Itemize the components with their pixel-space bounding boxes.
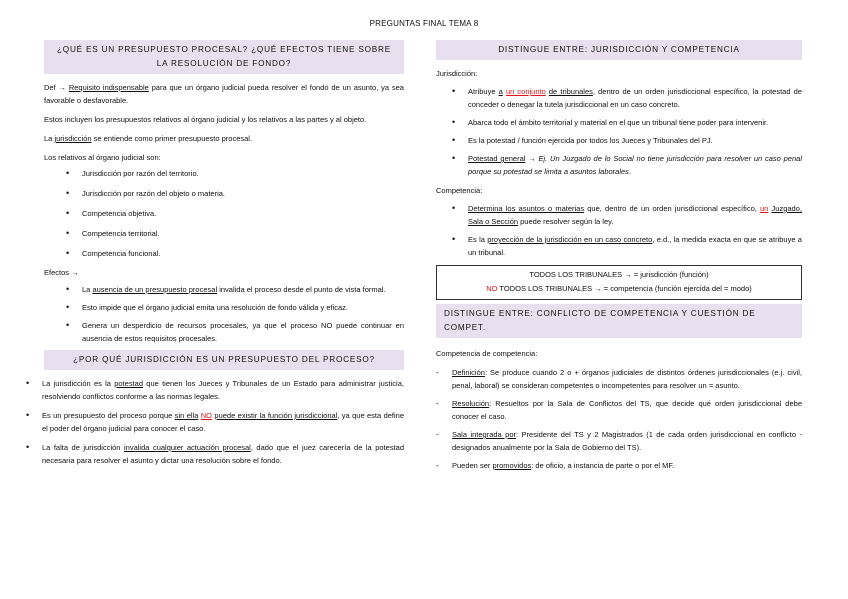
page-title: PREGUNTAS FINAL TEMA 8 [369, 19, 479, 28]
organo-list [82, 167, 404, 260]
conflicto-list [452, 366, 802, 472]
text: puede resolver según la ley. [520, 217, 614, 226]
text: : de oficio, a instancia de parte o por el MF. [531, 461, 675, 470]
def-rest: para que un órgano judicial pueda resolver el fondo de un asunto, ya sea favorable o desfavorable. [44, 83, 404, 105]
list-item [468, 152, 802, 178]
right-column [436, 40, 802, 472]
underlined-text: invalida cualquier actuación procesal [124, 443, 251, 452]
list-item: • Jurisdicción por razón del territorio. [82, 167, 404, 180]
def-prefix: Def → [44, 83, 66, 92]
list-item [42, 409, 404, 435]
list-item: • Es la potestad / función ejercida por todos los Jueces y Tribunales del PJ. [468, 134, 802, 147]
text: Atribuye [468, 87, 496, 96]
underlined-text: Resolución [452, 399, 490, 408]
list-item: • Genera un desperdicio de recursos procesales, ya que el proceso NO puede continuar en ausencia de estos requisitos procesales. [82, 319, 404, 345]
list-item [452, 428, 802, 454]
underlined-text: de tribunales [548, 87, 593, 96]
underlined-text: ausencia de un presupuesto procesal [92, 285, 218, 294]
underlined-text: sin ella [174, 411, 199, 420]
text: : Resueltos por la Sala de Conflictos del TS, que decide qué orden jurisdiccional debe conocer el caso. [452, 399, 802, 421]
left-column [44, 40, 404, 467]
text: TODOS LOS TRIBUNALES → = competencia (función ejercida del = modo) [497, 284, 752, 293]
efectos-list [82, 283, 404, 345]
tribunales-box [436, 265, 802, 300]
box-line-1: TODOS LOS TRIBUNALES → = jurisdicción (función) [529, 270, 709, 279]
red-underlined-text: un conjunto [505, 87, 546, 96]
underlined-text: Definición [452, 368, 485, 377]
efectos-label: Efectos → [44, 268, 79, 277]
underlined-text: proyección de la jurisdicción en un caso concreto [487, 235, 653, 244]
italic-example: Ej. Un Juzgado de lo Social no tiene jurisdicción para resolver un caso penal porque su potestad se limita a asuntos laborales [468, 154, 802, 176]
text: La falta de jurisdicción [42, 443, 121, 452]
underlined-text: puede existir la función jurisdiccional [214, 411, 338, 420]
text: La [44, 134, 53, 143]
underlined-text: promovidos [492, 461, 532, 470]
text: que tienen los Jueces y Tribunales de un Estado para administrar justicia, resolviendo conflictos conforme a las normas legales. [42, 379, 404, 401]
underlined-text: jurisdicción [54, 134, 92, 143]
list-item [468, 233, 802, 259]
list-item [468, 85, 802, 111]
list-item [452, 366, 802, 392]
porque-list [42, 377, 404, 467]
competencia-list [468, 202, 802, 259]
definition-paragraph [44, 81, 404, 107]
text: Pueden ser [452, 461, 491, 470]
paragraph-jurisdiccion [44, 132, 404, 145]
list-item [452, 397, 802, 423]
list-item [468, 202, 802, 228]
arrow: → [525, 154, 539, 163]
text: La jurisdicción es la [42, 379, 111, 388]
list-item [42, 441, 404, 467]
red-no: NO [486, 284, 498, 293]
jurisdiccion-list [468, 85, 802, 178]
underlined-text: Determina los asuntos o materias [468, 204, 585, 213]
text: La [82, 285, 91, 294]
paragraph-relativos: Los relativos al órgano judicial son: [44, 153, 161, 162]
text: . [628, 167, 632, 176]
list-item [82, 283, 404, 296]
paragraph-includes: Estos incluyen los presupuestos relativos al órgano judicial y los relativos a las partes y al objeto. [44, 115, 367, 124]
jurisdiccion-label: Jurisdicción: [436, 69, 478, 78]
text: Es un presupuesto del proceso porque [42, 411, 173, 420]
text: : Se produce cuando 2 o + órganos judiciales de distintos órdenes jurisdiccionales (e.j. civil, penal, laboral) se consideran competentes o incompetentes para resolver un = asunto. [452, 368, 802, 390]
cc-label: Competencia de competencia: [436, 349, 538, 358]
competencia-label: Competencia: [436, 186, 483, 195]
section-header-jur-comp: DISTINGUE ENTRE: JURISDICCIÓN Y COMPETENCIA [436, 40, 802, 60]
text: , ya que esta define el poder del órgano judicial para conocer el caso. [42, 411, 404, 433]
list-item: • Esto impide que el órgano judicial emita una resolución de fondo válida y eficaz. [82, 301, 404, 314]
section-header-presupuesto: ¿QUÉ ES UN PRESUPUESTO PROCESAL? ¿QUÉ EFECTOS TIENE SOBRE LA RESOLUCIÓN DE FONDO? [44, 40, 404, 74]
underlined-text: Potestad general [468, 154, 526, 163]
section-header-conflicto: DISTINGUE ENTRE: CONFLICTO DE COMPETENCIA Y CUESTIÓN DE COMPET. [436, 304, 802, 338]
text: Es la [468, 235, 485, 244]
underlined-text: Sala integrada por [452, 430, 516, 439]
red-underlined-text: un [760, 204, 769, 213]
underlined-text: Juzgado, Sala o Sección [468, 204, 802, 226]
text: , e.d., la medida exacta en que se atribuye a un tribunal. [468, 235, 802, 257]
list-item: • Abarca todo el ámbito territorial y material en el que un tribunal tiene poder para intervenir. [468, 116, 802, 129]
text: : Presidente del TS y 2 Magistrados (1 de cada orden jurisdiccional en conflicto - designados anualmente por la Sala de Gobierno del TS). [452, 430, 802, 452]
red-no: NO [200, 411, 213, 420]
text: que, dentro de un orden jurisdiccional específico, [587, 204, 757, 213]
text: invalida el proceso desde el punto de vista formal. [219, 285, 386, 294]
section-header-jurisdiccion: ¿POR QUÉ JURISDICCIÓN ES UN PRESUPUESTO DEL PROCESO? [44, 350, 404, 370]
list-item: • Competencia funcional. [82, 247, 404, 260]
text: , dentro de un orden jurisdiccional específico, la potestad de conceder o denegar la tutela jurisdiccional en un caso concreto. [468, 87, 802, 109]
def-underlined: Requisito indispensable [68, 83, 149, 92]
box-line-2 [437, 282, 801, 296]
list-item [42, 377, 404, 403]
list-item [452, 459, 802, 472]
text: , dado que el juez carecería de la potestad necesaria para resolver el asunto y dictar una resolución sobre el fondo. [42, 443, 404, 465]
list-item: • Competencia territorial. [82, 227, 404, 240]
underlined-text: a [498, 87, 503, 96]
text: se entiende como primer presupuesto procesal. [93, 134, 253, 143]
list-item: • Jurisdicción por razón del objeto o materia. [82, 187, 404, 200]
underlined-text: potestad [114, 379, 144, 388]
list-item: • Competencia objetiva. [82, 207, 404, 220]
